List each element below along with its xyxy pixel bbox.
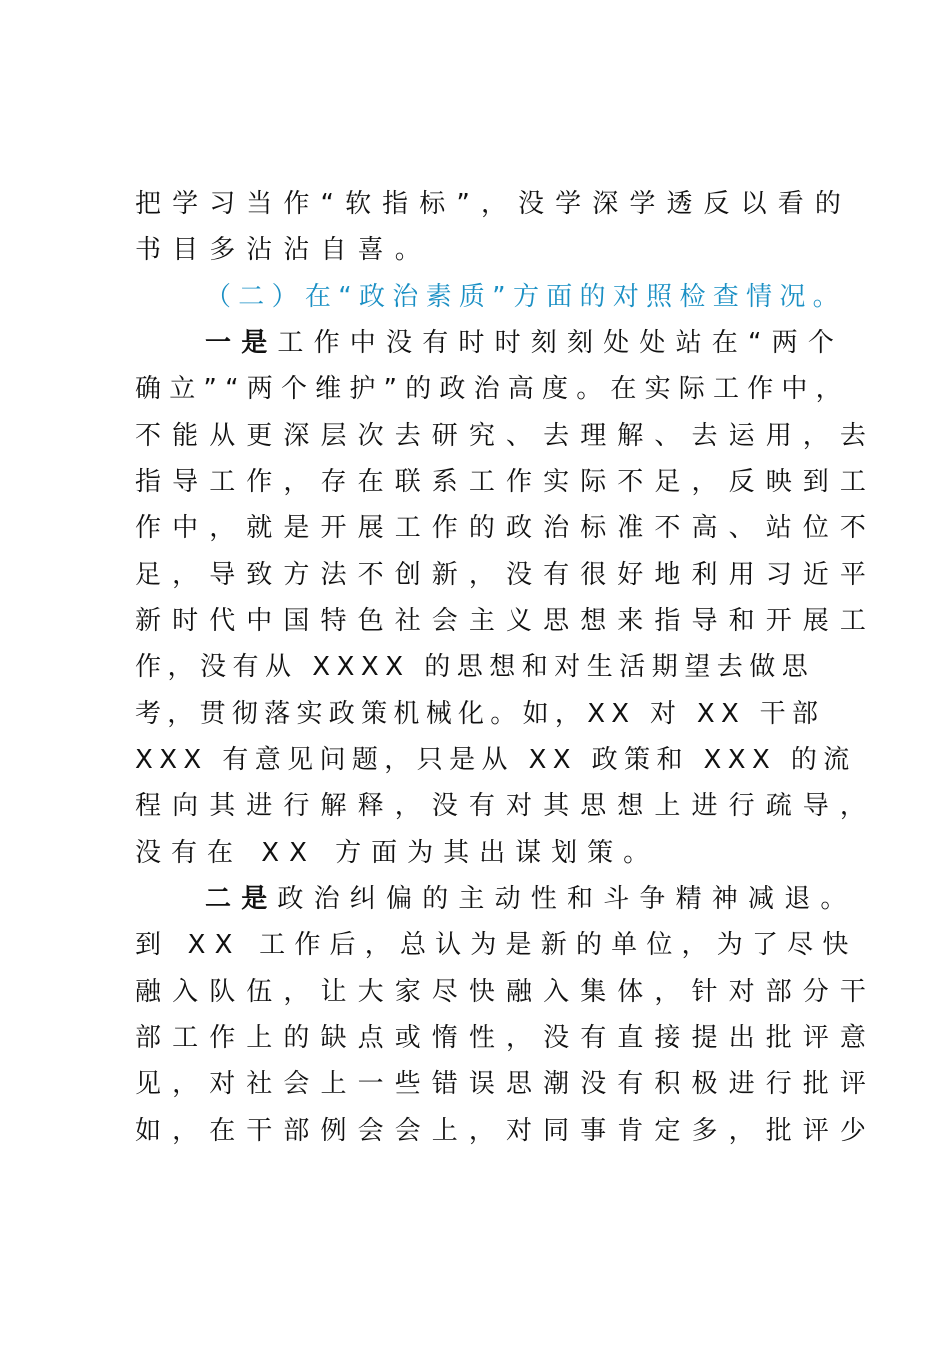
lead-phrase: 二是: [205, 884, 278, 914]
paragraph-first-line: [205, 879, 857, 919]
text-line: 指导工作，存在联系工作实际不足，反映到工: [135, 467, 878, 497]
text-line: 融入队伍，让大家尽快融入集体，针对部分干: [135, 977, 878, 1007]
text-line: XXX 有意见问题，只是从 XX 政策和 XXX 的流: [135, 745, 856, 775]
text-line: 工作中没有时时刻刻处处站在“两个: [277, 328, 845, 358]
text-line: 确立”“两个维护”的政治高度。在实际工作中，: [135, 374, 850, 404]
text-line: 政治纠偏的主动性和斗争精神减退。: [277, 884, 857, 914]
text-line: 足，导致方法不创新，没有很好地利用习近平: [135, 560, 878, 590]
text-line: 部工作上的缺点或惰性，没有直接提出批评意: [135, 1023, 878, 1053]
text-line: 见，对社会上一些错误思潮没有积极进行批评: [135, 1069, 878, 1099]
text-line: 书目多沾沾自喜。: [135, 235, 432, 265]
text-line: 作中，就是开展工作的政治标准不高、站位不: [135, 513, 878, 543]
section-heading: （二）在“政治素质”方面的对照检查情况。: [205, 282, 846, 312]
text-line: 程向其进行解释，没有对其思想上进行疏导，: [135, 791, 878, 821]
lead-phrase: 一是: [205, 328, 278, 358]
text-line: 作，没有从 XXXX 的思想和对生活期望去做思: [135, 652, 815, 682]
text-line: 新时代中国特色社会主义思想来指导和开展工: [135, 606, 878, 636]
text-line: 如，在干部例会会上，对同事肯定多，批评少: [135, 1116, 878, 1146]
text-line: 把学习当作“软指标”，没学深学透反以看的: [135, 189, 852, 219]
text-line: 到 XX 工作后，总认为是新的单位，为了尽快: [135, 930, 858, 960]
text-line: 没有在 XX 方面为其出谋划策。: [135, 838, 660, 868]
paragraph-first-line: [205, 323, 844, 363]
text-line: 不能从更深层次去研究、去理解、去运用，去: [135, 421, 878, 451]
text-line: 考，贯彻落实政策机械化。如，XX 对 XX 干部: [135, 699, 825, 729]
